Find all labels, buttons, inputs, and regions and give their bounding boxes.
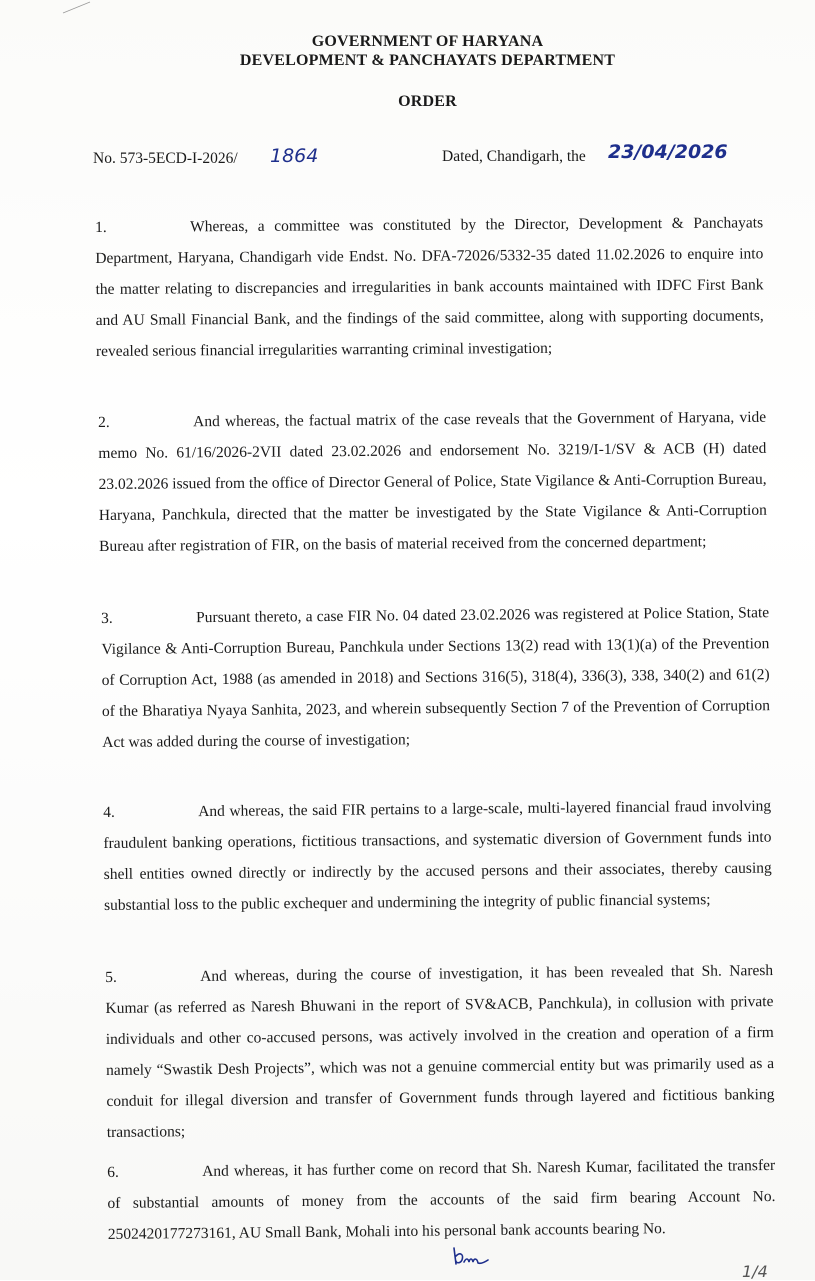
paragraph-text: And whereas, the said FIR pertains to a large-scale, multi-layered financial fraud involving fraudulent banking operations, fictitious transactions, and systematic diversion of Government funds into shell entities owned directly or indirectly by the accused persons and their associates, thereby causing substantial loss to the public exchequer and undermining the integrity of public financial systems;	[103, 797, 772, 914]
paragraph-text: And whereas, the factual matrix of the case reveals that the Government of Haryana, vide memo No. 61/16/2026-2VII dated 23.02.2026 and endorsement No. 3219/I-1/SV & ACB (H) dated 23.02.2026 issued from the office of Director General of Police, State Vigilance & Anti-Corruption Bureau, Haryana, Panchkula, directed that the matter be investigated by the State Vigilance & Anti-Corruption Bureau after registration of FIR, on the basis of material received from the concerned department;	[98, 408, 767, 555]
paragraph-3	[101, 597, 770, 758]
header-department: DEVELOPMENT & PANCHAYATS DEPARTMENT	[239, 52, 616, 69]
order-number-handwritten: 1864	[270, 145, 319, 167]
paragraph-4	[103, 791, 772, 921]
paragraph-number: 6.	[107, 1163, 119, 1181]
pen-stroke-mark	[62, 0, 92, 14]
paragraph-text: Pursuant thereto, a case FIR No. 04 dated 23.02.2026 was registered at Police Station, State Vigilance & Anti-Corruption Bureau, Panchkula under Sections 13(2) read with 13(1)(a) of the Prevention of Corruption Act, 1988 (as amended in 2018) and Sections 316(5), 318(4), 336(3), 338, 340(2) and 61(2) of the Bharatiya Nyaya Sanhita, 2023, and wherein subsequently Section 7 of the Prevention of Corruption Act was added during the course of investigation;	[101, 604, 770, 751]
handwritten-initials	[450, 1244, 490, 1270]
date-handwritten: 23/04/2026	[608, 141, 728, 163]
order-number-label: No. 573-5ECD-I-2026/	[93, 150, 238, 167]
paragraph-number: 4.	[103, 803, 115, 821]
header-government: GOVERNMENT OF HARYANA	[311, 33, 544, 50]
paragraph-number: 2.	[98, 413, 110, 431]
paragraph-number: 5.	[105, 968, 117, 986]
order-title: ORDER	[398, 93, 457, 110]
paragraph-text: And whereas, during the course of investigation, it has been revealed that Sh. Naresh Kumar (as referred as Naresh Bhuwani in the report of SV&ACB, Panchkula), in collusion with private individuals and other co-accused persons, was actively involved in the creation and operation of a firm namely “Swastik Desh Projects”, which was not a genuine commercial entity but was primarily used as a conduit for illegal diversion and transfer of Government funds through layered and fictitious banking transactions;	[105, 962, 775, 1141]
paragraph-1	[95, 207, 764, 367]
paragraph-6	[107, 1150, 776, 1250]
dated-label: Dated, Chandigarh, the	[442, 148, 586, 165]
paragraph-5	[105, 955, 775, 1148]
paragraph-text: And whereas, it has further come on record that Sh. Naresh Kumar, facilitated the transfer of substantial amounts of money from the accounts of the said firm bearing Account No. 2502420177273161, AU Small Bank, Mohali into his personal bank accounts bearing No.	[107, 1157, 776, 1243]
paragraph-text: Whereas, a committee was constituted by the Director, Development & Panchayats Department, Haryana, Chandigarh vide Endst. No. DFA-72026/5332-35 dated 11.02.2026 to enquire into the matter relating to discrepancies and irregularities in bank accounts maintained with IDFC First Bank and AU Small Financial Bank, and the findings of the said committee, along with supporting documents, revealed serious financial irregularities warranting criminal investigation;	[95, 214, 764, 360]
paragraph-2	[98, 402, 767, 562]
paragraph-number: 3.	[101, 609, 113, 627]
page-number: 1/4	[742, 1262, 768, 1281]
paragraph-number: 1.	[95, 218, 107, 236]
